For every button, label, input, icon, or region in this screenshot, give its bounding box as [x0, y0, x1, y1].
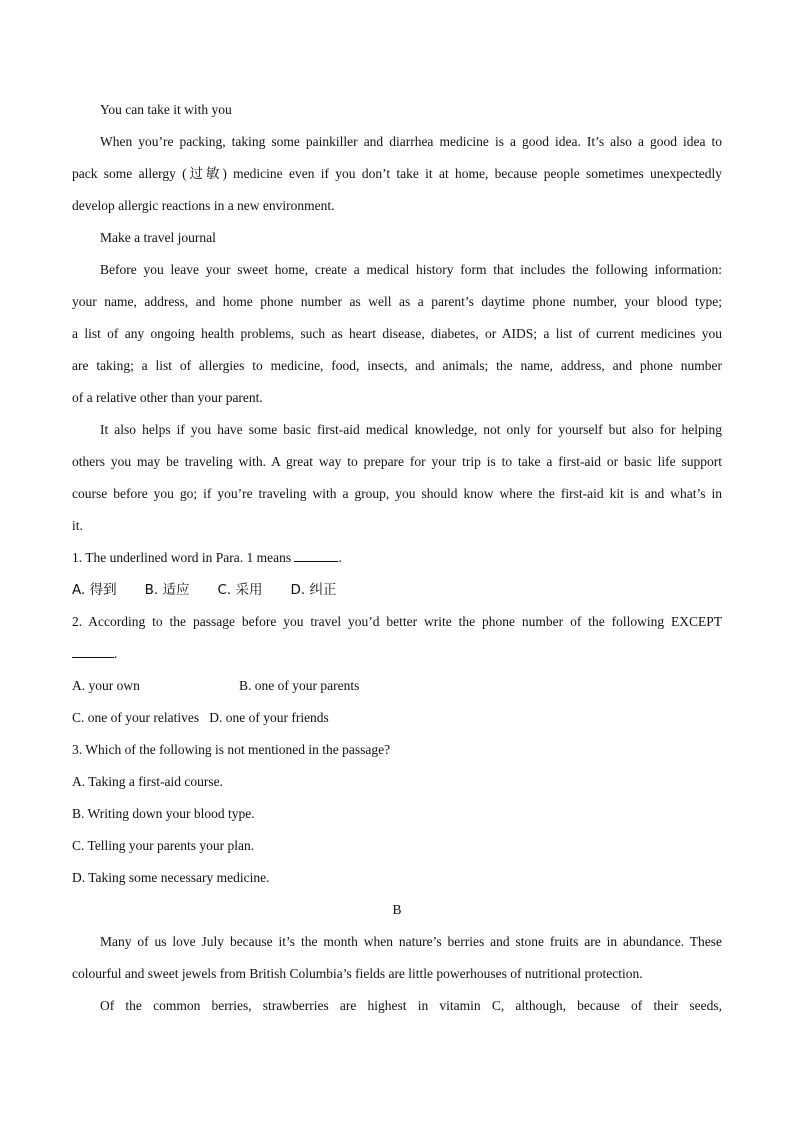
question-3-option-a: A. Taking a first-aid course. — [72, 774, 224, 789]
paragraph-line: others you may be traveling with. A great way to prepare for your trip is to take a first-aid or basic life support — [72, 454, 722, 469]
paragraph-line: it. — [72, 518, 83, 533]
question-2-options-row1 — [72, 672, 722, 704]
option-d: D. 纠正 — [290, 582, 337, 598]
paragraph-line: develop allergic reactions in a new environment. — [72, 198, 335, 213]
section-heading-journal — [72, 224, 722, 256]
paragraph-line: It also helps if you have some basic first-aid medical knowledge, not only for yourself but also for helping — [100, 422, 722, 437]
option-d: D. one of your friends — [209, 710, 329, 725]
paragraph-line: your name, address, and home phone number as well as a parent’s daytime phone number, your blood type; — [72, 294, 722, 309]
option-a: A. your own — [72, 678, 140, 693]
option-a: A. 得到 — [72, 582, 117, 598]
paragraph-line: a list of any ongoing health problems, such as heart disease, diabetes, or AIDS; a list of current medicines you — [72, 326, 722, 341]
question-3-option-d: D. Taking some necessary medicine. — [72, 870, 270, 885]
paragraph-line: of a relative other than your parent. — [72, 390, 263, 405]
paragraph-line: Before you leave your sweet home, create a medical history form that includes the following information: — [100, 262, 722, 277]
document-body — [72, 96, 722, 1024]
question-2-stem: 2. According to the passage before you travel you’d better write the phone number of the following EXCEPT — [72, 614, 722, 629]
question-2-blank-line: . — [72, 640, 722, 672]
heading-journal-text: Make a travel journal — [100, 230, 216, 245]
paragraph-line: When you’re packing, taking some painkiller and diarrhea medicine is a good idea. It’s also a good idea to — [100, 134, 722, 149]
paragraph-line: are taking; a list of allergies to medicine, food, insects, and animals; the name, address, and phone number — [72, 358, 722, 373]
question-1-options — [72, 576, 722, 608]
paragraph-line: Of the common berries, strawberries are highest in vitamin C, although, because of their seeds, — [100, 998, 722, 1013]
paragraph-line: Many of us love July because it’s the month when nature’s berries and stone fruits are in abundance. These — [100, 934, 722, 949]
option-c: C. one of your relatives — [72, 710, 200, 725]
paragraph-line: course before you go; if you’re traveling with a group, you should know where the first-aid kit is and what’s in — [72, 486, 722, 501]
option-b: B. 适应 — [144, 582, 190, 598]
question-3-stem: 3. Which of the following is not mentioned in the passage? — [72, 742, 391, 757]
question-1-stem: 1. The underlined word in Para. 1 means . — [72, 544, 722, 576]
answer-blank — [72, 643, 114, 658]
question-3-option-c: C. Telling your parents your plan. — [72, 838, 255, 853]
section-heading-take — [72, 96, 722, 128]
heading-take-text: You can take it with you — [100, 102, 232, 117]
paragraph-line: pack some allergy (过敏) medicine even if you don’t take it at home, because people sometimes unexpectedly — [72, 166, 722, 181]
paragraph-line: colourful and sweet jewels from British Columbia’s fields are little powerhouses of nutritional protection. — [72, 966, 643, 981]
option-c: C. 采用 — [217, 582, 263, 598]
question-3-option-b: B. Writing down your blood type. — [72, 806, 255, 821]
section-label-b: B — [392, 902, 402, 917]
answer-blank — [294, 547, 338, 562]
question-2-options-row2 — [72, 704, 722, 736]
option-b: B. one of your parents — [239, 678, 360, 693]
